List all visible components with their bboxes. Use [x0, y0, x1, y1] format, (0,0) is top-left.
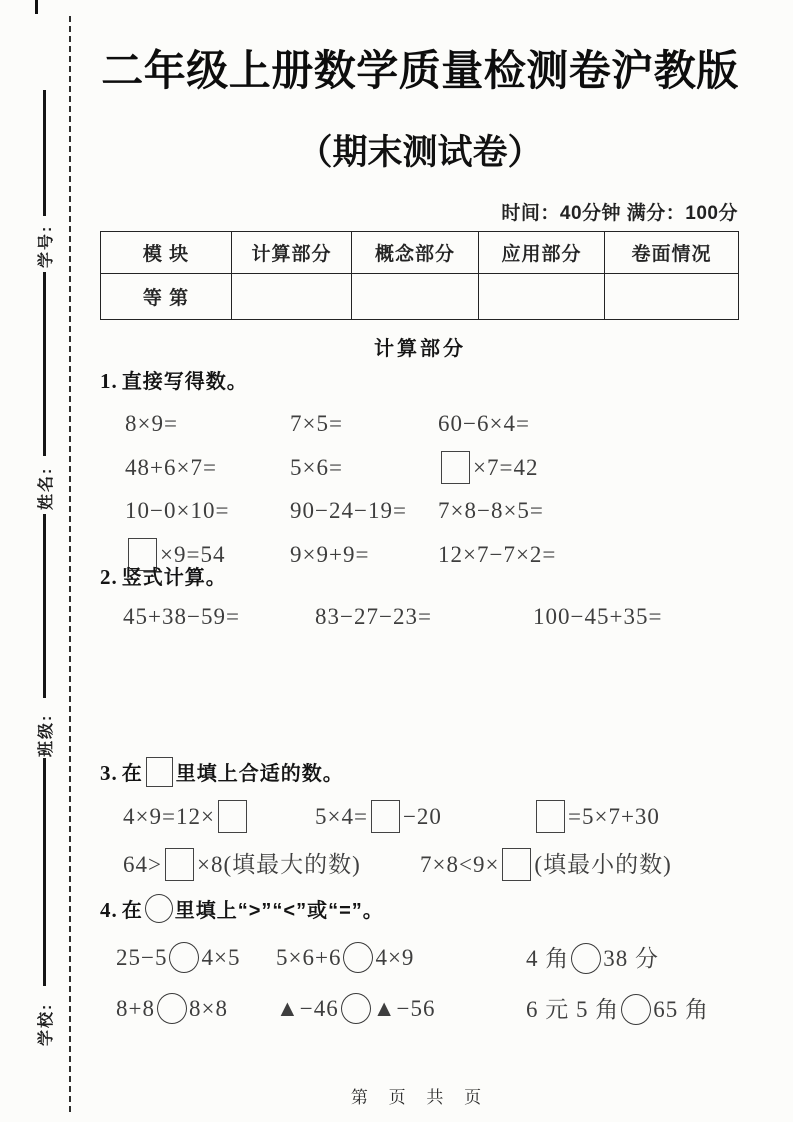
question-prompt-text: 在 里填上合适的数。	[122, 763, 344, 785]
question-prompt-text: 直接写得数。	[121, 371, 248, 393]
dashed-cut-line	[69, 16, 71, 1112]
problem-row	[123, 846, 740, 881]
school-line	[43, 758, 46, 986]
math-expression: 5×4= −20	[315, 800, 533, 833]
blank-box	[165, 848, 194, 881]
section-title: 计算部分	[374, 338, 466, 360]
question-number: 4.	[100, 898, 118, 922]
problem-row	[116, 940, 740, 974]
compare-circle	[157, 993, 187, 1024]
compare-circle	[343, 942, 373, 973]
question-3	[100, 757, 740, 881]
math-expression: 10−0×10=	[125, 498, 230, 523]
paper-subtitle: （期末测试卷）	[297, 133, 543, 172]
math-expression: 4×9=12×	[123, 800, 315, 833]
grade-cell	[604, 273, 738, 319]
question-number: 3.	[100, 761, 118, 785]
math-expression: 45+38−59=	[123, 604, 240, 629]
paper-content	[100, 0, 740, 1122]
math-expression: 60−6×4=	[438, 411, 530, 436]
score-table-header-neatness: 卷面情况	[604, 232, 738, 273]
blank-box	[536, 800, 565, 833]
math-expression: ×9=54	[125, 538, 290, 571]
school-label: 学校:	[38, 1002, 55, 1046]
math-expression: 12×7−7×2=	[438, 541, 557, 567]
blank-box	[218, 800, 247, 833]
problem-row	[116, 991, 740, 1025]
student-name-line	[43, 272, 46, 456]
question-number: 2.	[100, 565, 118, 589]
question-prompt	[100, 366, 740, 397]
question-number: 1.	[100, 369, 118, 393]
compare-circle	[169, 942, 199, 973]
math-expression: 9×9+9=	[290, 541, 370, 567]
math-expression: 90−24−19=	[290, 498, 407, 523]
compare-circle	[621, 994, 651, 1025]
grade-cell	[351, 273, 478, 319]
question-4	[100, 894, 740, 1025]
math-expression: 7×5=	[290, 411, 343, 436]
math-expression: 4 角 38 分	[526, 940, 740, 974]
compare-circle	[145, 894, 173, 923]
math-expression: 100−45+35=	[533, 604, 663, 629]
blank-box	[146, 757, 173, 787]
grade-cell	[478, 273, 604, 319]
math-expression: 48+6×7=	[125, 454, 217, 480]
problem-row	[123, 604, 740, 630]
paper-title: 二年级上册数学质量检测卷沪教版	[101, 47, 739, 94]
score-table-header-calculation: 计算部分	[231, 232, 351, 273]
math-expression: 8+8 8×8	[116, 993, 276, 1024]
score-table-header-module: 模 块	[142, 244, 190, 265]
math-expression: 8×9=	[125, 411, 178, 436]
math-expression: ×7=42	[438, 451, 740, 484]
class-line	[43, 514, 46, 698]
score-table-header-application: 应用部分	[478, 232, 604, 273]
blank-box	[441, 451, 470, 484]
student-name-label: 姓名:	[38, 466, 55, 510]
scan-corner-mark	[35, 0, 38, 14]
page-footer: 第 页 共 页	[350, 1088, 490, 1107]
math-expression: ▲−46 ▲−56	[276, 993, 526, 1024]
score-table-grade-label: 等 第	[101, 273, 231, 319]
question-prompt-text: 竖式计算。	[121, 567, 227, 589]
problem-row	[123, 800, 740, 833]
math-expression: 83−27−23=	[315, 604, 432, 629]
problem-row	[125, 498, 740, 524]
problem-row	[125, 451, 740, 484]
problem-row	[125, 411, 740, 437]
math-expression: 64> ×8(填最大的数)	[123, 846, 420, 881]
question-prompt	[100, 757, 740, 789]
math-expression: 5×6=	[290, 454, 343, 480]
blank-box	[502, 848, 531, 881]
question-1	[100, 366, 740, 571]
question-prompt	[100, 894, 740, 926]
blank-box	[371, 800, 400, 833]
math-expression: 25−5 4×5	[116, 942, 276, 973]
math-expression: 6 元 5 角 65 角	[526, 991, 740, 1025]
student-number-label: 学号:	[38, 224, 55, 268]
score-table-header-concept: 概念部分	[351, 232, 478, 273]
class-label: 班级:	[38, 713, 55, 757]
score-table	[100, 231, 739, 320]
grade-cell	[231, 273, 351, 319]
question-prompt	[100, 562, 740, 593]
compare-circle	[341, 993, 371, 1024]
time-score-info: 时间：40分钟 满分：100分	[501, 203, 738, 224]
math-expression: 7×8<9× (填最小的数)	[420, 846, 740, 881]
math-expression: =5×7+30	[533, 800, 740, 833]
question-prompt-text: 在 里填上“>”“<”或“=”。	[122, 900, 384, 922]
compare-circle	[571, 943, 601, 974]
math-expression: 5×6+6 4×9	[276, 942, 526, 973]
math-expression: 7×8−8×5=	[438, 498, 544, 523]
student-number-line	[43, 90, 46, 216]
question-2	[100, 562, 740, 630]
